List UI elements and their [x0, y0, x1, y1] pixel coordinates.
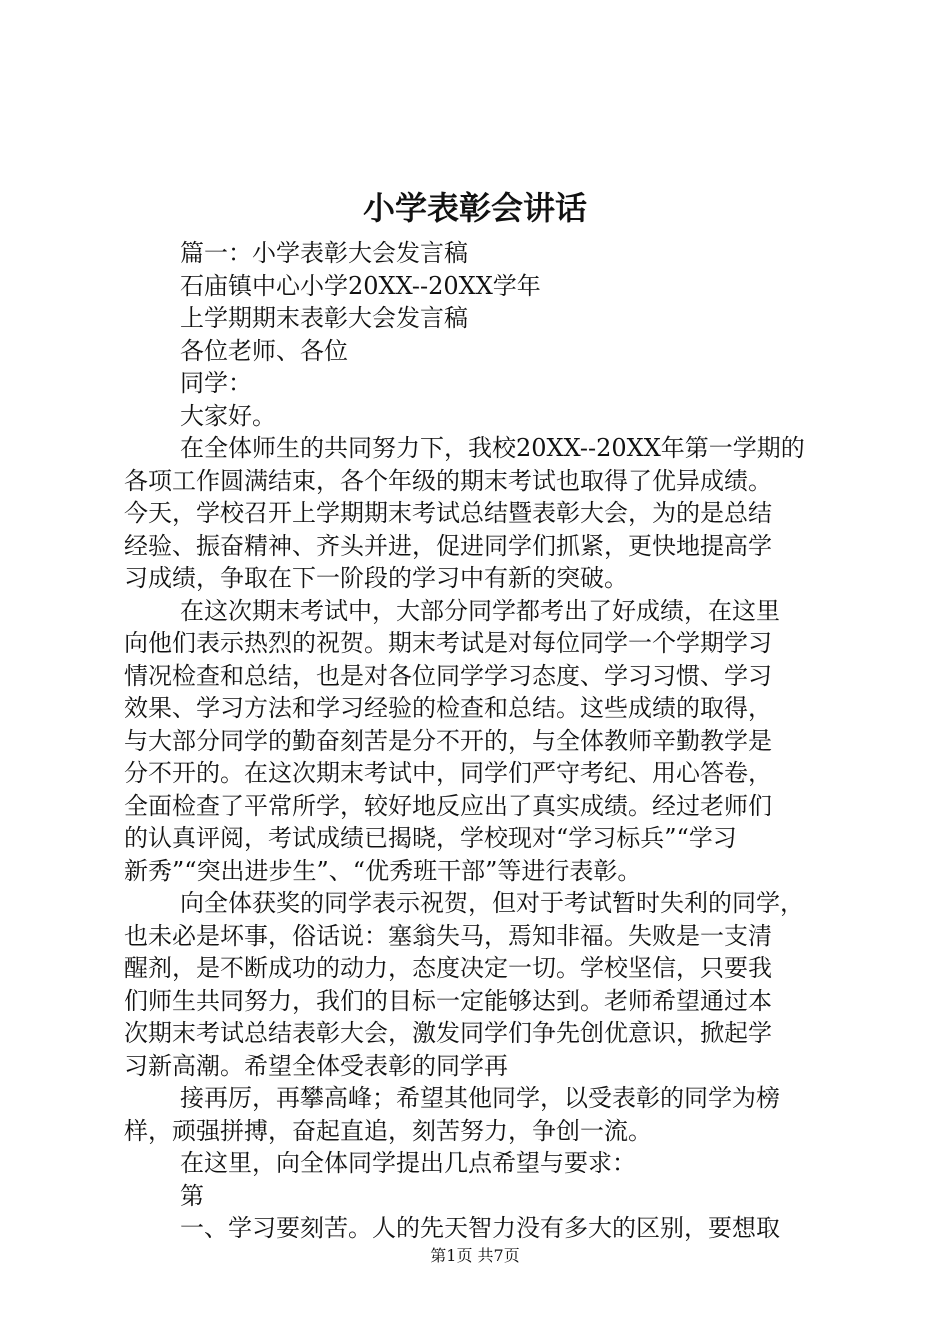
body-line: 第	[180, 1181, 204, 1210]
body-line: 习成绩，争取在下一阶段的学习中有新的突破。	[124, 564, 628, 592]
body-line: 的认真评阅，考试成绩已揭晓，学校现对“学习标兵”“学习	[124, 824, 737, 852]
body-line: 今天，学校召开上学期期末考试总结暨表彰大会，为的是总结	[124, 499, 772, 527]
body-line: 样，顽强拼搏，奋起直追，刻苦努力，争创一流。	[124, 1116, 652, 1145]
body-line: 全面检查了平常所学，较好地反应出了真实成绩。经过老师们	[124, 791, 772, 820]
body-line: 同学：	[180, 369, 252, 397]
body-line: 醒剂，是不断成功的动力，态度决定一切。学校坚信，只要我	[124, 954, 772, 982]
body-line: 各项工作圆满结束，各个年级的期末考试也取得了优异成绩。	[124, 466, 772, 495]
body-line: 也未必是坏事，俗话说：塞翁失马，焉知非福。失败是一支清	[124, 921, 772, 950]
body-line: 向他们表示热烈的祝贺。期末考试是对每位同学一个学期学习	[124, 629, 772, 657]
page-number-footer: 第1页 共7页	[430, 1246, 520, 1265]
body-line: 接再厉，再攀高峰；希望其他同学，以受表彰的同学为榜	[180, 1084, 780, 1112]
body-line: 各位老师、各位	[180, 336, 348, 365]
document-title: 小学表彰会讲话	[362, 189, 587, 227]
body-line: 分不开的。在这次期末考试中，同学们严守考纪、用心答卷，	[124, 759, 772, 787]
body-line: 们师生共同努力，我们的目标一定能够达到。老师希望通过本	[124, 986, 772, 1015]
body-line: 习新高潮。希望全体受表彰的同学再	[124, 1051, 508, 1080]
body-line: 上学期期末表彰大会发言稿	[180, 304, 468, 332]
body-line: 在这里，向全体同学提出几点希望与要求：	[180, 1149, 636, 1177]
document-body	[124, 237, 836, 1245]
body-line: 情况检查和总结，也是对各位同学学习态度、学习习惯、学习	[124, 661, 772, 690]
body-line: 在全体师生的共同努力下，我校20XX--20XX年第一学期的	[180, 434, 805, 462]
body-line: 次期末考试总结表彰大会，激发同学们争先创优意识，掀起学	[124, 1019, 772, 1047]
body-line: 新秀”“突出进步生”、“优秀班干部”等进行表彰。	[124, 856, 642, 885]
body-line: 篇一：小学表彰大会发言稿	[180, 239, 468, 267]
body-line: 效果、学习方法和学习经验的检查和总结。这些成绩的取得，	[124, 694, 772, 722]
body-line: 石庙镇中心小学20XX--20XX学年	[180, 271, 541, 300]
body-line: 大家好。	[180, 401, 276, 430]
body-line: 向全体获奖的同学表示祝贺，但对于考试暂时失利的同学，	[180, 889, 804, 917]
body-line: 经验、振奋精神、齐头并进，促进同学们抓紧，更快地提高学	[124, 531, 772, 560]
body-line: 一、学习要刻苦。人的先天智力没有多大的区别，要想取	[180, 1214, 780, 1242]
body-line: 与大部分同学的勤奋刻苦是分不开的，与全体教师辛勤教学是	[124, 726, 772, 755]
body-line: 在这次期末考试中，大部分同学都考出了好成绩，在这里	[180, 596, 780, 625]
